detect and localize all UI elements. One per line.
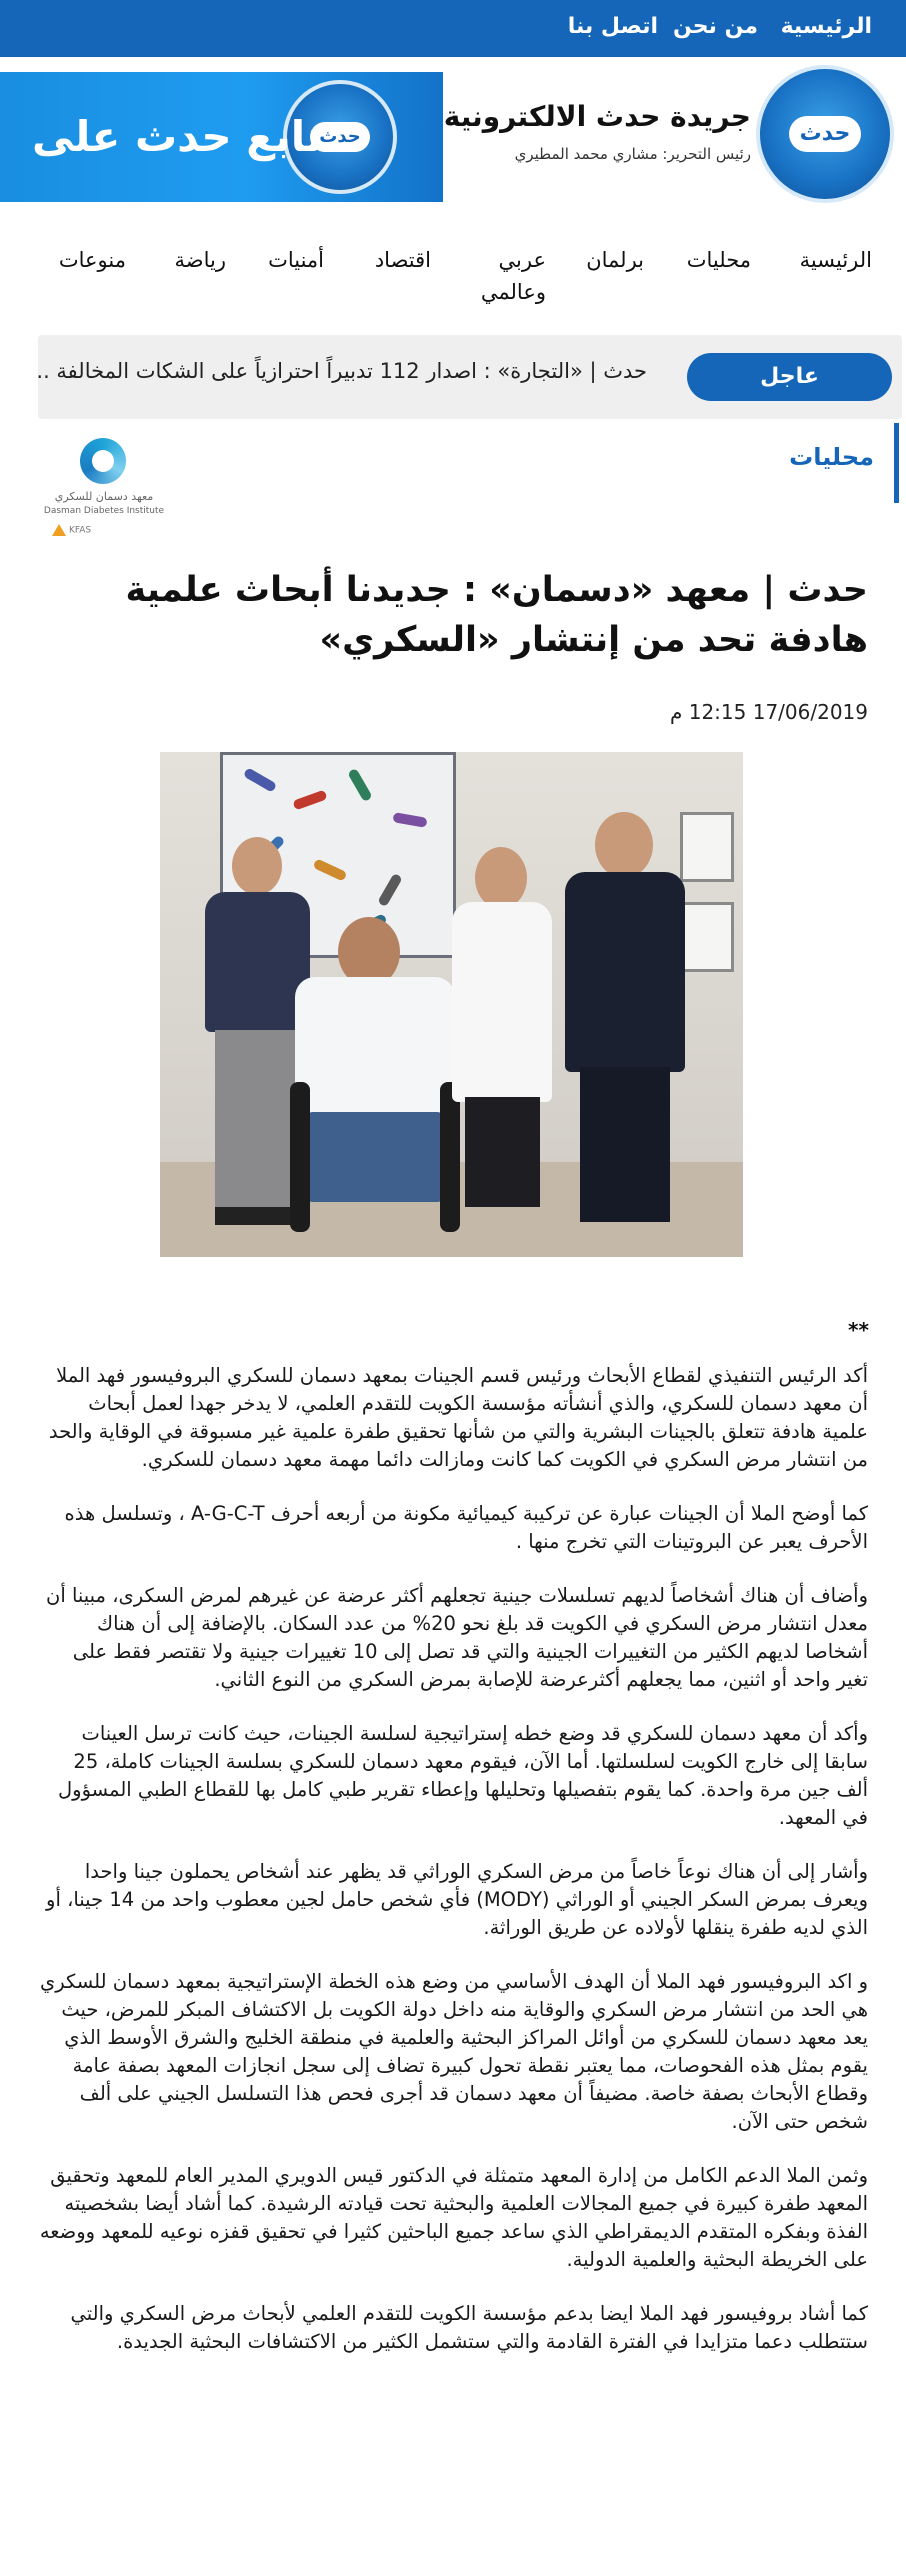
site-logo[interactable] xyxy=(756,65,894,203)
article-separator: ** xyxy=(848,1318,869,1342)
breaking-news-label: عاجل xyxy=(687,353,892,401)
article-paragraph: و اكد البروفيسور فهد الملا أن الهدف الأساسي من وضع هذه الخطة الإستراتيجية بمعهد دسمان للسكري هي الحد من انتشار مرض السكري والوقاية منه داخل دولة الكويت بل الاكتشاف المبكر للمرض، حيث يعد معهد دسمان للسكري من أوائل المراكز البحثية والعلمية في منطقة الخليج والشرق الأوسط الذي يقوم بمثل هذه الفحوصات، مما يعتبر نقطة تحول كبيرة تضاف إلى سجل انجازات المعهد بصفة عامة وقطاع الأبحاث بصفة خاصة. مضيفاً أن معهد دسمان قد أجرى فحص هذا التسلسل الجيني على ألف شخص حتى الآن. xyxy=(39,1970,868,2133)
top-link-contact[interactable]: اتصل بنا xyxy=(567,14,658,39)
masthead xyxy=(0,57,906,215)
nav-item-security[interactable]: أمنيات xyxy=(268,248,324,272)
dasman-swirl-icon xyxy=(80,438,126,484)
section-title[interactable]: محليات xyxy=(789,443,874,471)
site-name: جريدة حدث الالكترونية xyxy=(443,100,751,133)
article-paragraph: أكد الرئيس التنفيذي لقطاع الأبحاث ورئيس قسم الجينات بمعهد دسمان للسكري البروفيسور فهد الملا أن معهد دسمان للسكري، والذي أنشأته مؤسسة الكويت للتقدم العلمي، لا يدخر جهدا لعمل أبحاث علمية هادفة تتعلق بالجينات البشرية والتي من شأنها تحقيق طفرة علمية غير مسبوقة في الوقاية والحد من انتشار مرض السكري في الكويت كما كانت ومازالت دائما مهمة معهد دسمان للسكري. xyxy=(48,1364,868,1471)
dasman-institute-logo xyxy=(38,438,170,546)
article-paragraph: وثمن الملا الدعم الكامل من إدارة المعهد متمثلة في الدكتور قيس الدويري المدير العام للمعهد وتحقيق المعهد طفرة كبيرة في جميع المجالات العلمية والبحثية تحت قيادته الرشيدة. كما أشاد أيضا بشخصيته الفذة وبفكره المتقدم الديمقراطي الذي ساعد جميع الباحثين كثيرا في تحقيق قفزه نوعيه للمعهد ووضعه على الخريطة البحثية والعلمية الدولية. xyxy=(39,2164,868,2271)
kfas-logo-text: KFAS xyxy=(69,525,92,536)
wall-certificate xyxy=(680,902,734,972)
article-paragraph: كما أشاد بروفيسور فهد الملا ايضا بدعم مؤسسة الكويت للتقدم العلمي لأبحاث مرض السكري والتي ستتطلب دعما متزايدا في الفترة القادمة والتي ستشمل الكثير من الاكتشافات البحثية الجديدة. xyxy=(70,2302,868,2353)
article-photo xyxy=(160,752,743,1257)
nav-item-sports[interactable]: رياضة xyxy=(174,248,226,272)
kfas-mark-icon xyxy=(52,524,66,536)
nav-item-parliament[interactable]: برلمان xyxy=(586,248,644,272)
site-subtitle: رئيس التحرير: مشاري محمد المطيري xyxy=(514,145,751,163)
main-nav xyxy=(0,240,906,320)
article-paragraph: وأكد أن معهد دسمان للسكري قد وضع خطه إستراتيجية لسلسة الجينات، حيث كانت ترسل العينات سابقا إلى خارج الكويت لسلسلتها. أما الآن، فيقوم معهد دسمان للسكري بسلسة الجينات كاملة، 25 ألف جين مرة واحدة. كما يقوم بتفصيلها وتحليلها وإعطاء تقرير طبي كامل بها للقطاع الطبي المسؤول في المعهد. xyxy=(58,1722,868,1829)
top-link-home[interactable]: الرئيسية xyxy=(780,14,872,39)
wall-certificate xyxy=(680,812,734,882)
article-body xyxy=(38,1310,868,2356)
article-title: حدث | معهد «دسمان» : جديدنا أبحاث علمية هادفة تحد من إنتشار «السكري» xyxy=(125,570,868,660)
dasman-logo-english: Dasman Diabetes Institute xyxy=(43,506,165,516)
nav-item-home[interactable]: الرئيسية xyxy=(799,248,872,272)
article-paragraph: كما أوضح الملا أن الجينات عبارة عن تركيبة كيميائية مكونة من أربعه أحرف A-G-C-T ، وتسلسل هذه الأحرف يعبر عن البروتينات التي تخرج منها . xyxy=(64,1502,868,1553)
top-link-about[interactable]: من نحن xyxy=(673,14,758,39)
breaking-news-ticker xyxy=(38,335,902,419)
nav-item-misc[interactable]: منوعات xyxy=(58,248,126,272)
site-logo-text: حدث xyxy=(789,116,861,152)
nav-item-economy[interactable]: اقتصاد xyxy=(374,248,431,272)
nav-item-local[interactable]: محليات xyxy=(686,248,751,272)
follow-banner[interactable] xyxy=(0,72,443,202)
article-paragraph: وأضاف أن هناك أشخاصاً لديهم تسلسلات جينية تجعلهم أكثر عرضة عن غيرهم لمرض السكرى، مبينا أن معدل انتشار مرض السكري في الكويت قد بلغ نحو 20% من عدد السكان. بالإضافة إلى أن هناك أشخاصا لديهم الكثير من التغييرات الجينية والتي قد تصل إلى 10 تغييرات جينية ولا تقتصر فقط على تغير واحد أو اثنين، مما يجعلهم أكثرعرضة للإصابة بمرض السكري من النوع الثاني. xyxy=(46,1584,868,1691)
breaking-news-text[interactable]: حدث | «التجارة» : اصدار 112 تدبيراً احترازياً على الشكات المخالفة .. xyxy=(36,359,647,383)
nav-item-arab-world[interactable]: عربي وعالمي xyxy=(480,248,546,304)
article-paragraph: وأشار إلى أن هناك نوعاً خاصاً من مرض السكري الوراثي قد يظهر عند أشخاص يحملون جينا واحدا ويعرف بمرض السكر الجيني أو الوراثي (MODY) فأي شخص حامل لجين معطوب واحد من 14 جينا، أو الذي لديه طفرة ينقلها لأولاده عن طريق الوراثة. xyxy=(46,1860,868,1939)
dasman-logo-arabic: معهد دسمان للسكري xyxy=(54,490,154,503)
article-date: 17/06/2019 12:15 م xyxy=(669,700,868,724)
follow-banner-text: تابع حدث على xyxy=(32,112,323,161)
kfas-logo xyxy=(52,524,142,542)
top-bar xyxy=(0,0,906,57)
banner-logo-text: حدث xyxy=(310,122,370,152)
